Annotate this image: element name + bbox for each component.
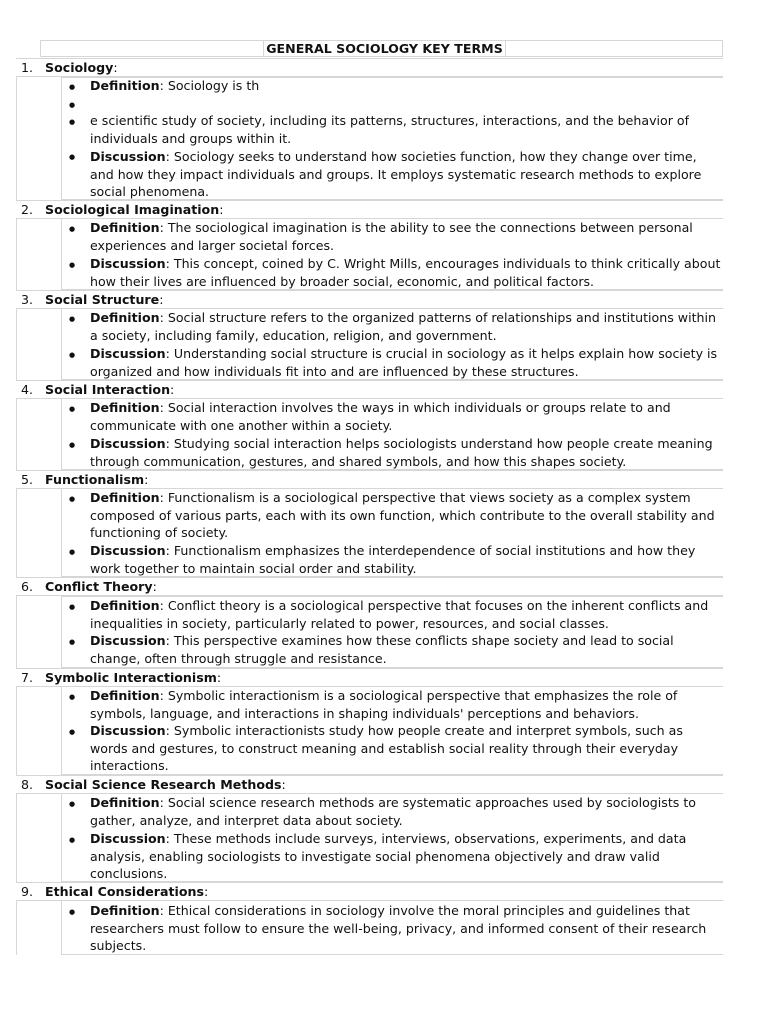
item-label: Definition [90,310,160,325]
item-text: : Understanding social structure is crucial in sociology as it helps explain how society is organized and how individuals fit into and are influenced by these structures. [90,346,718,379]
bullet-icon: ● [69,548,76,556]
discussion-paragraph [90,345,723,380]
item-text: : Symbolic interactionism is a sociological perspective that emphasizes the role of symbols, language, and interactions in shaping individuals' perceptions and behaviors. [90,688,678,721]
item-label: Definition [90,903,160,918]
bullet-icon: ● [69,728,76,736]
term-heading: Symbolic Interactionism: [45,670,222,685]
bullet-icon: ● [69,603,76,611]
bullet-icon: ● [69,495,76,503]
item-text: : Functionalism is a sociological perspective that views society as a complex system composed of various parts, each with its own function, which contribute to the overall stability and functioning of society. [90,490,715,541]
discussion-paragraph [90,148,723,201]
term-name: Functionalism [45,472,145,487]
bullet-icon: ● [69,908,76,916]
bullet-icon: ● [69,836,76,844]
term-heading: Sociological Imagination: [45,202,224,217]
discussion-paragraph [90,830,723,883]
term-row [16,775,723,794]
definition-paragraph [90,902,723,955]
definition-paragraph [90,489,723,542]
item-label: Definition [90,220,160,235]
item-label: Definition [90,400,160,415]
item-text: : Social structure refers to the organized patterns of relationships and institutions within a society, including family, education, religion, and government. [90,310,716,343]
item-label: Discussion [90,256,166,271]
bullet-icon: ● [69,693,76,701]
term-number: 8. [21,777,34,792]
bullet-icon: ● [69,315,76,323]
term-row [16,380,723,399]
discussion-paragraph [90,255,723,290]
term-row [16,668,723,687]
definition-paragraph [90,597,723,632]
bullet-icon: ● [69,405,76,413]
item-label: Discussion [90,436,166,451]
term-name: Social Science Research Methods [45,777,282,792]
bullet-icon: ● [69,638,76,646]
item-text: : Social science research methods are systematic approaches used by sociologists to gather, analyze, and interpret data about society. [90,795,697,828]
term-row [16,882,723,901]
item-label: Discussion [90,723,166,738]
item-text: : The sociological imagination is the ability to see the connections between personal experiences and larger societal forces. [90,220,693,253]
definition-paragraph [90,309,723,344]
term-number: 3. [21,292,34,307]
discussion-paragraph [90,435,723,470]
item-text: : Conflict theory is a sociological perspective that focuses on the inherent conflicts and inequalities in society, particularly related to power, resources, and social classes. [90,598,709,631]
bullet-icon: ● [69,101,76,109]
item-text: : Social interaction involves the ways in which individuals or groups relate to and communicate with one another within a society. [90,400,671,433]
term-name: Symbolic Interactionism [45,670,217,685]
discussion-paragraph [90,722,723,775]
bullet-icon: ● [69,800,76,808]
term-heading: Social Structure: [45,292,164,307]
discussion-paragraph [90,542,723,577]
title-cell [40,40,723,57]
item-text: : Ethical considerations in sociology involve the moral principles and guidelines that researchers must follow to ensure the well-being, privacy, and informed consent of their research subjects. [90,903,707,954]
item-label: Discussion [90,633,166,648]
item-text: : This concept, coined by C. Wright Mills, encourages individuals to think critically about how their lives are influenced by broader social, economic, and political factors. [90,256,721,289]
term-heading: Conflict Theory: [45,579,157,594]
term-name: Social Interaction [45,382,171,397]
bullet-icon: ● [69,83,76,91]
term-row [16,58,723,77]
term-heading: Social Science Research Methods: [45,777,286,792]
item-label: Discussion [90,346,166,361]
item-label: Definition [90,688,160,703]
definition-paragraph [90,77,723,95]
definition-paragraph [90,687,723,722]
term-number: 2. [21,202,34,217]
discussion-paragraph [90,632,723,667]
term-number: 1. [21,60,34,75]
item-label: Discussion [90,149,166,164]
term-number: 7. [21,670,34,685]
term-number: 9. [21,884,34,899]
term-row [16,200,723,219]
term-number: 6. [21,579,34,594]
term-row [16,577,723,596]
bullet-icon: ● [69,118,76,126]
term-name: Sociological Imagination [45,202,220,217]
bullet-icon: ● [69,225,76,233]
item-text: : Sociology is th [159,78,260,93]
term-name: Social Structure [45,292,160,307]
definition-paragraph [90,399,723,434]
item-text: : Functionalism emphasizes the interdependence of social institutions and how they work together to maintain social order and stability. [90,543,696,576]
item-label: Definition [90,598,160,613]
term-heading: Sociology: [45,60,118,75]
item-text: : Sociology seeks to understand how societies function, how they change over time, and how they impact individuals and groups. It employs systematic research methods to explore social phenomena. [90,149,702,200]
definition-paragraph [90,219,723,254]
term-name: Sociology [45,60,114,75]
item-label: Discussion [90,831,166,846]
term-row [16,470,723,489]
bullet-icon: ● [69,351,76,359]
page-title: GENERAL SOCIOLOGY KEY TERMS [263,40,506,57]
item-label: Definition [90,78,160,93]
term-heading: Functionalism: [45,472,149,487]
term-name: Conflict Theory [45,579,153,594]
item-label: Discussion [90,543,166,558]
item-text: e scientific study of society, including its patterns, structures, interactions, and the behavior of individuals and groups within it. [90,113,690,146]
item-text: : Symbolic interactionists study how people create and interpret symbols, such as words and gestures, to construct meaning and establish social reality through their everyday interactions. [90,723,683,774]
term-heading: Ethical Considerations: [45,884,209,899]
bullet-icon: ● [69,441,76,449]
term-number: 4. [21,382,34,397]
term-heading: Social Interaction: [45,382,175,397]
bullet-icon: ● [69,261,76,269]
list-item [90,112,723,147]
term-row [16,290,723,309]
bullet-icon: ● [69,153,76,161]
item-text: : This perspective examines how these conflicts shape society and lead to social change, often through struggle and resistance. [90,633,674,666]
term-number: 5. [21,472,34,487]
definition-paragraph [90,794,723,829]
item-label: Definition [90,795,160,810]
term-name: Ethical Considerations [45,884,204,899]
item-label: Definition [90,490,160,505]
item-text: : These methods include surveys, interviews, observations, experiments, and data analysis, enabling sociologists to investigate social phenomena objectively and draw valid conclusions. [90,831,687,882]
item-text: : Studying social interaction helps sociologists understand how people create meaning through communication, gestures, and shared symbols, and how this shapes society. [90,436,713,469]
